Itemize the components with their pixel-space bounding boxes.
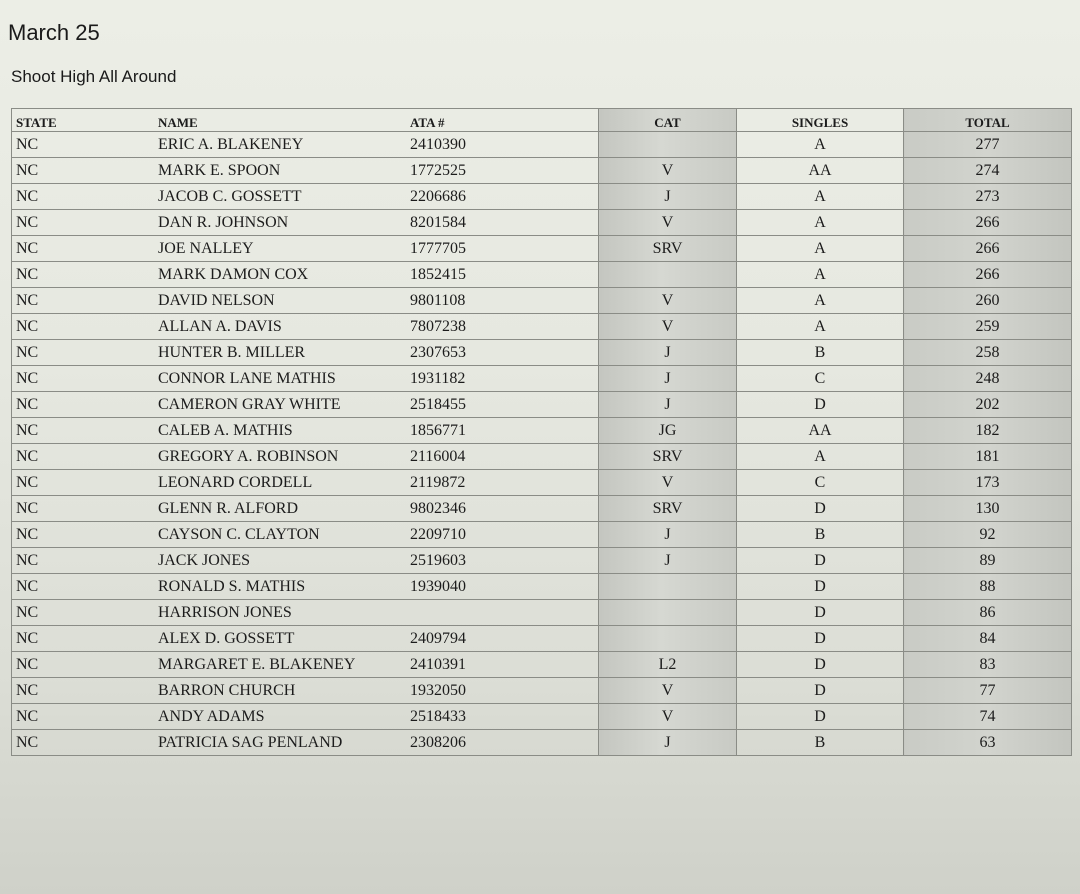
cell-ata: 2116004 — [404, 444, 599, 470]
cell-total: 84 — [904, 626, 1072, 652]
results-table — [11, 108, 1072, 756]
cell-state: NC — [12, 288, 153, 314]
cell-cat: V — [599, 288, 737, 314]
cell-name: LEONARD CORDELL — [152, 470, 404, 496]
cell-name: HUNTER B. MILLER — [152, 340, 404, 366]
cell-ata: 2209710 — [404, 522, 599, 548]
cell-ata: 9801108 — [404, 288, 599, 314]
cell-cat: L2 — [599, 652, 737, 678]
table-row — [12, 158, 1072, 184]
table-row — [12, 548, 1072, 574]
cell-name: JACK JONES — [152, 548, 404, 574]
table-row — [12, 600, 1072, 626]
column-header-ata: ATA # — [404, 109, 599, 132]
cell-total: 88 — [904, 574, 1072, 600]
cell-state: NC — [12, 470, 153, 496]
cell-singles: D — [737, 392, 904, 418]
cell-cat: J — [599, 522, 737, 548]
cell-state: NC — [12, 236, 153, 262]
cell-ata: 1852415 — [404, 262, 599, 288]
cell-name: DAN R. JOHNSON — [152, 210, 404, 236]
cell-ata: 9802346 — [404, 496, 599, 522]
column-header-cat: CAT — [599, 109, 737, 132]
cell-singles: A — [737, 184, 904, 210]
cell-cat — [599, 132, 737, 158]
cell-ata: 2307653 — [404, 340, 599, 366]
cell-state: NC — [12, 314, 153, 340]
cell-cat: SRV — [599, 496, 737, 522]
cell-ata: 2518433 — [404, 704, 599, 730]
cell-cat: J — [599, 340, 737, 366]
cell-singles: A — [737, 444, 904, 470]
cell-name: GLENN R. ALFORD — [152, 496, 404, 522]
cell-singles: AA — [737, 418, 904, 444]
table-row — [12, 574, 1072, 600]
cell-state: NC — [12, 132, 153, 158]
cell-state: NC — [12, 704, 153, 730]
cell-singles: D — [737, 574, 904, 600]
cell-ata: 2119872 — [404, 470, 599, 496]
cell-singles: B — [737, 730, 904, 756]
cell-singles: A — [737, 210, 904, 236]
cell-name: MARK E. SPOON — [152, 158, 404, 184]
cell-singles: D — [737, 626, 904, 652]
table-body — [12, 132, 1072, 756]
cell-total: 266 — [904, 210, 1072, 236]
cell-state: NC — [12, 158, 153, 184]
table-row — [12, 418, 1072, 444]
cell-state: NC — [12, 626, 153, 652]
page-subtitle: Shoot High All Around — [11, 67, 177, 86]
cell-total: 277 — [904, 132, 1072, 158]
cell-singles: C — [737, 366, 904, 392]
cell-total: 273 — [904, 184, 1072, 210]
cell-total: 83 — [904, 652, 1072, 678]
cell-singles: A — [737, 288, 904, 314]
cell-cat: V — [599, 704, 737, 730]
cell-ata: 8201584 — [404, 210, 599, 236]
cell-name: CALEB A. MATHIS — [152, 418, 404, 444]
table-row — [12, 184, 1072, 210]
cell-ata: 2410391 — [404, 652, 599, 678]
cell-name: ALEX D. GOSSETT — [152, 626, 404, 652]
table-row — [12, 314, 1072, 340]
cell-name: CAMERON GRAY WHITE — [152, 392, 404, 418]
cell-cat: J — [599, 184, 737, 210]
cell-ata: 2519603 — [404, 548, 599, 574]
table-row — [12, 496, 1072, 522]
cell-singles: D — [737, 548, 904, 574]
cell-total: 92 — [904, 522, 1072, 548]
cell-cat: V — [599, 314, 737, 340]
cell-total: 130 — [904, 496, 1072, 522]
cell-ata: 1772525 — [404, 158, 599, 184]
cell-cat: V — [599, 210, 737, 236]
cell-singles: A — [737, 132, 904, 158]
cell-state: NC — [12, 730, 153, 756]
cell-total: 258 — [904, 340, 1072, 366]
column-header-total: TOTAL — [904, 109, 1072, 132]
cell-singles: D — [737, 600, 904, 626]
table-row — [12, 236, 1072, 262]
cell-total: 182 — [904, 418, 1072, 444]
table-row — [12, 444, 1072, 470]
cell-cat: V — [599, 158, 737, 184]
cell-total: 266 — [904, 262, 1072, 288]
cell-cat — [599, 262, 737, 288]
cell-name: BARRON CHURCH — [152, 678, 404, 704]
cell-total: 260 — [904, 288, 1072, 314]
cell-state: NC — [12, 366, 153, 392]
cell-ata: 2410390 — [404, 132, 599, 158]
cell-name: CONNOR LANE MATHIS — [152, 366, 404, 392]
cell-name: ALLAN A. DAVIS — [152, 314, 404, 340]
cell-name: ERIC A. BLAKENEY — [152, 132, 404, 158]
cell-name: JACOB C. GOSSETT — [152, 184, 404, 210]
cell-state: NC — [12, 574, 153, 600]
page-date: March 25 — [8, 20, 100, 45]
header-row — [12, 109, 1072, 132]
cell-cat: SRV — [599, 236, 737, 262]
cell-singles: A — [737, 314, 904, 340]
table-row — [12, 652, 1072, 678]
cell-state: NC — [12, 678, 153, 704]
cell-ata: 1932050 — [404, 678, 599, 704]
cell-state: NC — [12, 496, 153, 522]
cell-ata: 1931182 — [404, 366, 599, 392]
column-header-state: STATE — [12, 109, 153, 132]
cell-ata: 1777705 — [404, 236, 599, 262]
cell-name: JOE NALLEY — [152, 236, 404, 262]
cell-ata: 2308206 — [404, 730, 599, 756]
cell-state: NC — [12, 444, 153, 470]
cell-state: NC — [12, 184, 153, 210]
cell-total: 89 — [904, 548, 1072, 574]
cell-singles: C — [737, 470, 904, 496]
cell-singles: A — [737, 262, 904, 288]
cell-cat — [599, 626, 737, 652]
cell-ata: 2518455 — [404, 392, 599, 418]
cell-cat: V — [599, 470, 737, 496]
cell-cat: J — [599, 392, 737, 418]
cell-total: 274 — [904, 158, 1072, 184]
table-row — [12, 392, 1072, 418]
table-row — [12, 288, 1072, 314]
cell-state: NC — [12, 600, 153, 626]
cell-name: ANDY ADAMS — [152, 704, 404, 730]
cell-total: 181 — [904, 444, 1072, 470]
cell-singles: B — [737, 340, 904, 366]
table-row — [12, 678, 1072, 704]
cell-cat: J — [599, 730, 737, 756]
table-row — [12, 210, 1072, 236]
table-row — [12, 522, 1072, 548]
cell-singles: D — [737, 652, 904, 678]
cell-state: NC — [12, 522, 153, 548]
cell-name: GREGORY A. ROBINSON — [152, 444, 404, 470]
cell-cat: J — [599, 548, 737, 574]
cell-ata — [404, 600, 599, 626]
cell-singles: D — [737, 704, 904, 730]
cell-total: 63 — [904, 730, 1072, 756]
cell-ata: 7807238 — [404, 314, 599, 340]
cell-state: NC — [12, 340, 153, 366]
cell-cat — [599, 600, 737, 626]
cell-singles: AA — [737, 158, 904, 184]
cell-state: NC — [12, 262, 153, 288]
cell-ata: 1856771 — [404, 418, 599, 444]
cell-total: 202 — [904, 392, 1072, 418]
column-header-name: NAME — [152, 109, 404, 132]
cell-total: 173 — [904, 470, 1072, 496]
cell-name: CAYSON C. CLAYTON — [152, 522, 404, 548]
cell-state: NC — [12, 652, 153, 678]
table-row — [12, 730, 1072, 756]
table-header — [12, 109, 1072, 132]
cell-cat: V — [599, 678, 737, 704]
table-row — [12, 132, 1072, 158]
cell-singles: D — [737, 678, 904, 704]
cell-ata: 2409794 — [404, 626, 599, 652]
cell-cat — [599, 574, 737, 600]
cell-singles: A — [737, 236, 904, 262]
column-header-singles: SINGLES — [737, 109, 904, 132]
cell-name: MARGARET E. BLAKENEY — [152, 652, 404, 678]
cell-state: NC — [12, 392, 153, 418]
cell-name: RONALD S. MATHIS — [152, 574, 404, 600]
cell-state: NC — [12, 548, 153, 574]
cell-ata: 2206686 — [404, 184, 599, 210]
cell-name: PATRICIA SAG PENLAND — [152, 730, 404, 756]
table-row — [12, 626, 1072, 652]
cell-total: 259 — [904, 314, 1072, 340]
cell-total: 86 — [904, 600, 1072, 626]
table-row — [12, 704, 1072, 730]
table-row — [12, 340, 1072, 366]
cell-total: 266 — [904, 236, 1072, 262]
table-row — [12, 470, 1072, 496]
cell-singles: B — [737, 522, 904, 548]
cell-ata: 1939040 — [404, 574, 599, 600]
cell-name: DAVID NELSON — [152, 288, 404, 314]
cell-state: NC — [12, 210, 153, 236]
cell-state: NC — [12, 418, 153, 444]
cell-cat: SRV — [599, 444, 737, 470]
cell-total: 77 — [904, 678, 1072, 704]
cell-total: 248 — [904, 366, 1072, 392]
table-row — [12, 262, 1072, 288]
cell-total: 74 — [904, 704, 1072, 730]
cell-name: HARRISON JONES — [152, 600, 404, 626]
cell-cat: J — [599, 366, 737, 392]
cell-cat: JG — [599, 418, 737, 444]
cell-name: MARK DAMON COX — [152, 262, 404, 288]
cell-singles: D — [737, 496, 904, 522]
table-row — [12, 366, 1072, 392]
